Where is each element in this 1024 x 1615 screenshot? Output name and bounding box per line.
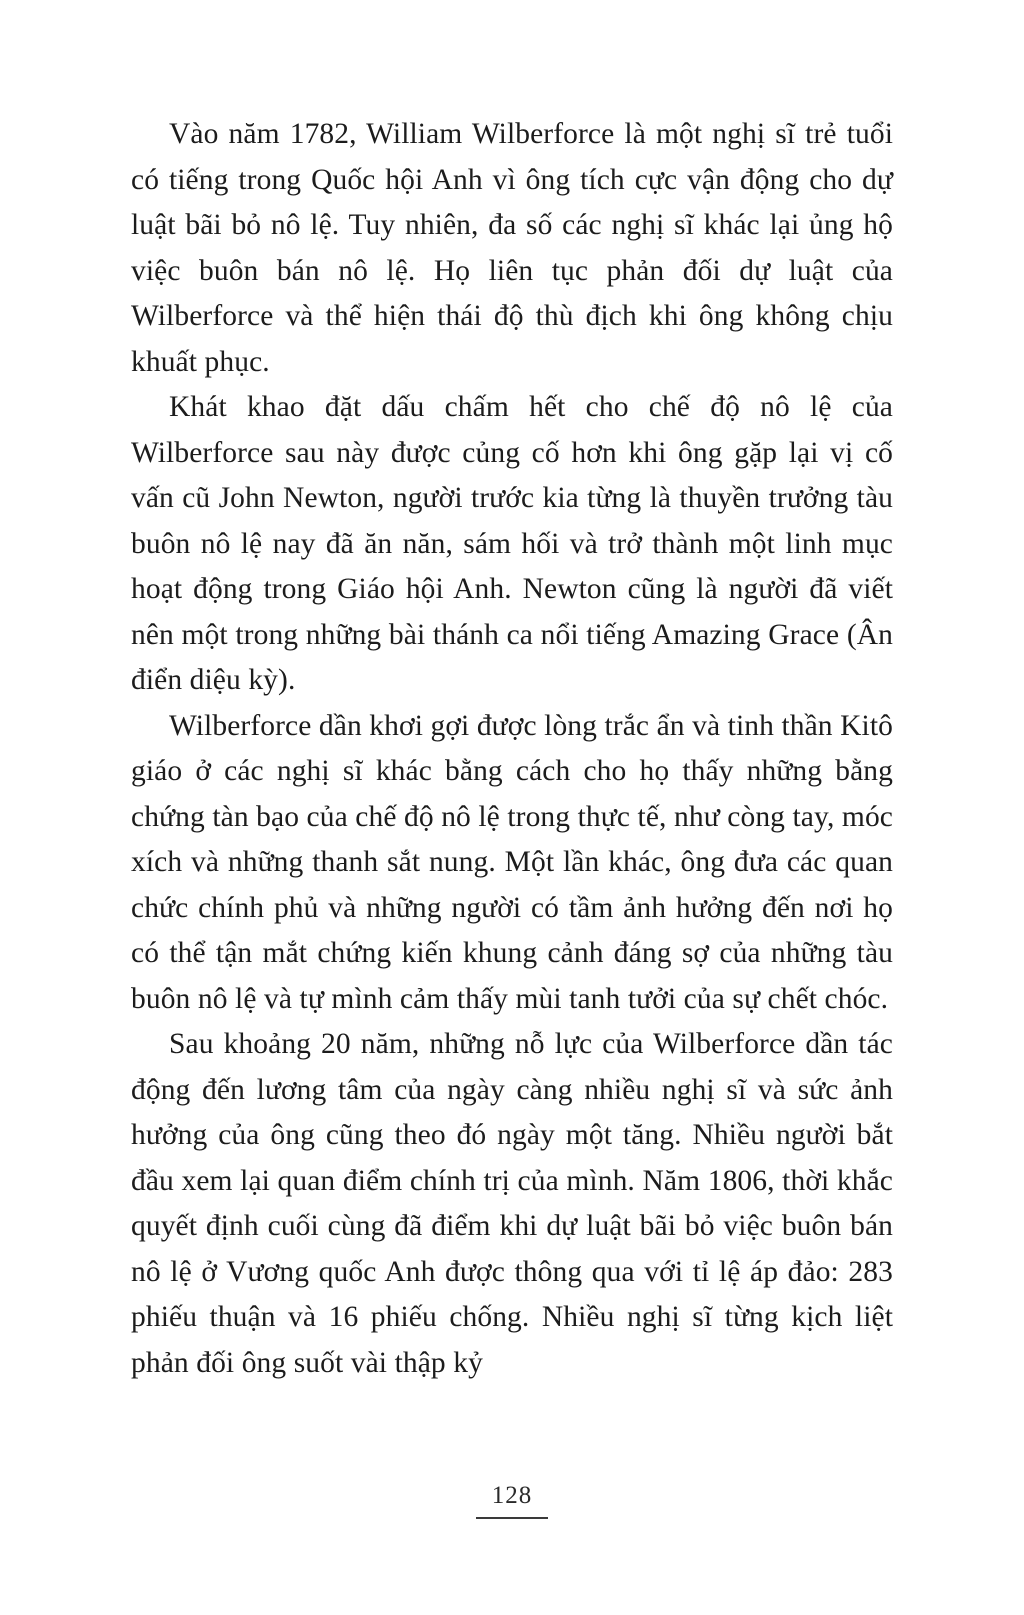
- paragraph: Vào năm 1782, William Wilberforce là một nghị sĩ trẻ tuổi có tiếng trong Quốc hội Anh vì ông tích cực vận động cho dự luật bãi bỏ nô lệ. Tuy nhiên, đa số các nghị sĩ khác lại ủng hộ việc buôn bán nô lệ. Họ liên tục phản đối dự luật của Wilberforce và thể hiện thái độ thù địch khi ông không chịu khuất phục.: [131, 118, 893, 378]
- page-footer: [0, 1483, 1024, 1519]
- paragraph: Khát khao đặt dấu chấm hết cho chế độ nô lệ của Wilberforce sau này được củng cố hơn khi ông gặp lại vị cố vấn cũ John Newton, người trước kia từng là thuyền trưởng tàu buôn nô lệ nay đã ăn năn, sám hối và trở thành một linh mục hoạt động trong Giáo hội Anh. Newton cũng là người đã viết nên một trong những bài thánh ca nổi tiếng Amazing Grace (Ân điển diệu kỳ).: [131, 391, 893, 696]
- page-number: 128: [491, 1482, 533, 1509]
- paragraph: Wilberforce dần khơi gợi được lòng trắc ẩn và tinh thần Kitô giáo ở các nghị sĩ khác bằng cách cho họ thấy những bằng chứng tàn bạo của chế độ nô lệ trong thực tế, như còng tay, móc xích và những thanh sắt nung. Một lần khác, ông đưa các quan chức chính phủ và những người có tầm ảnh hưởng đến nơi họ có thể tận mắt chứng kiến khung cảnh đáng sợ của những tàu buôn nô lệ và tự mình cảm thấy mùi tanh tưởi của sự chết chóc.: [131, 709, 893, 1015]
- paragraph: Sau khoảng 20 năm, những nỗ lực của Wilberforce dần tác động đến lương tâm của ngày càng nhiều nghị sĩ và sức ảnh hưởng của ông cũng theo đó ngày một tăng. Nhiều người bắt đầu xem lại quan điểm chính trị của mình. Năm 1806, thời khắc quyết định cuối cùng đã điểm khi dự luật bãi bỏ việc buôn bán nô lệ ở Vương quốc Anh được thông qua với tỉ lệ áp đảo: 283 phiếu thuận và 16 phiếu chống. Nhiều nghị sĩ từng kịch liệt phản đối ông suốt vài thập kỷ: [131, 1028, 893, 1379]
- page-number-rule: [476, 1517, 548, 1519]
- body-text: [131, 112, 893, 1386]
